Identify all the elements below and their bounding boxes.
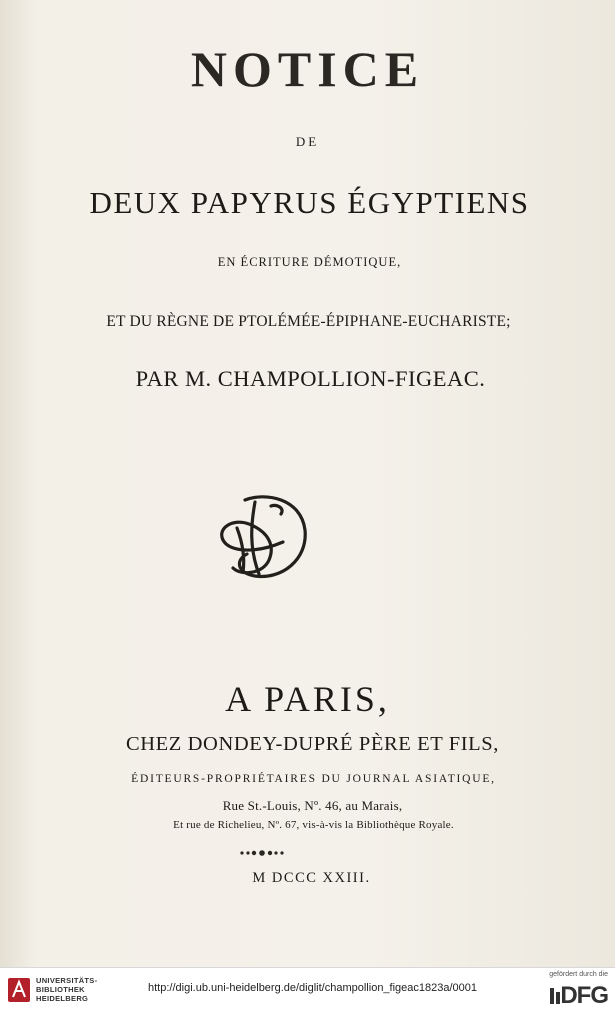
reign-line: ET DU RÈGNE DE PTOLÉMÉE-ÉPIPHANE-EUCHARISTE; (106, 313, 511, 330)
imprint-publisher: CHEZ DONDEY-DUPRÉ PÈRE ET FILS, (126, 733, 499, 755)
dfg-logo[interactable]: DFG (560, 982, 608, 1009)
funded-by-label: gefördert durch die (549, 971, 608, 978)
script-line: EN ÉCRITURE DÉMOTIQUE, (217, 255, 402, 269)
publication-year: M DCCC XXIII. (252, 870, 371, 886)
author-prefix: PAR (135, 366, 179, 391)
viewer-footer (0, 967, 615, 1012)
title-connector: DE (295, 134, 320, 149)
imprint-address-2: Et rue de Richelieu, Nº. 67, vis-à-vis la Bibliothèque Royale. (173, 819, 454, 831)
book-title: NOTICE (190, 41, 425, 97)
book-subject: DEUX PAPYRUS ÉGYPTIENS (89, 185, 530, 220)
imprint-address-1: Rue St.-Louis, Nº. 46, au Marais, (222, 798, 403, 813)
library-name: UNIVERSITÄTS- BIBLIOTHEK HEIDELBERG (36, 976, 98, 1003)
imprint-publisher-role: ÉDITEURS-PROPRIÉTAIRES DU JOURNAL ASIATIQUE, (131, 773, 496, 785)
permalink-url[interactable]: http://digi.ub.uni-heidelberg.de/diglit/champollion_figeac1823a/0001 (148, 982, 478, 994)
ornament-divider-icon (239, 849, 285, 857)
imprint-city: A PARIS, (225, 679, 390, 719)
author-name: M. CHAMPOLLION-FIGEAC. (184, 366, 486, 391)
author-line (3, 366, 615, 392)
university-seal-icon (7, 977, 31, 1003)
publisher-monogram-icon (215, 488, 315, 586)
